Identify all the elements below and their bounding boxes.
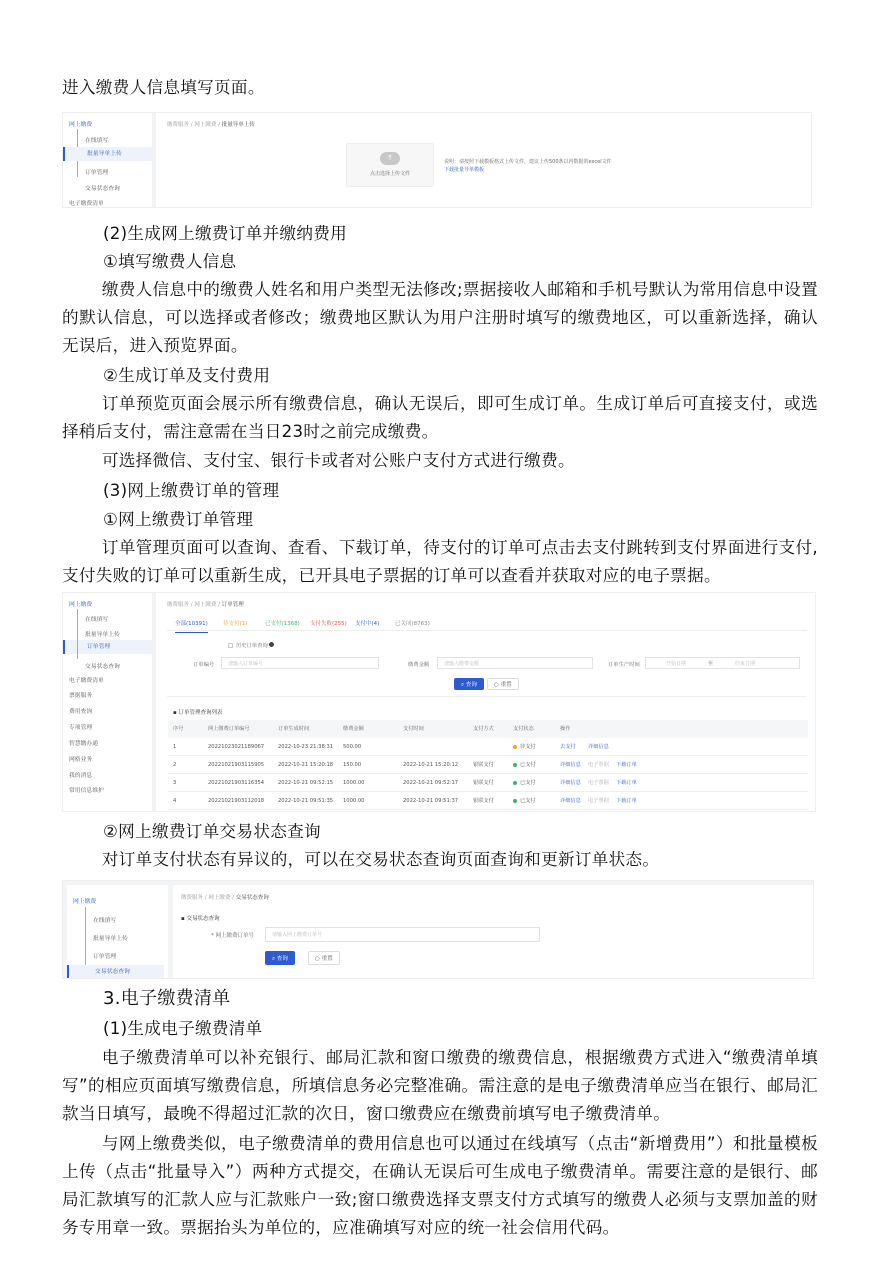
cell-no: 1 [173, 744, 177, 750]
order-no-input[interactable]: 请输入订单编号 [221, 657, 379, 669]
time-label: 订单生产时间 [608, 662, 640, 668]
cell-no: 4 [173, 798, 177, 804]
tab[interactable]: 支付失败(255) [310, 621, 347, 627]
order-no-input[interactable]: 请输入网上缴费订单号 [265, 927, 540, 942]
upload-box[interactable] [346, 143, 434, 187]
cell-status: 已支付 [513, 756, 536, 774]
subsection-heading: ①网上缴费订单管理 [103, 510, 254, 529]
paragraph: 可选择微信、支付宝、银行卡或者对公账户支付方式进行缴费。 [101, 451, 575, 470]
table-row [168, 756, 808, 774]
breadcrumb: 缴费服务 / 网上缴费 / 交易状态查询 [181, 895, 269, 901]
cell-id: 20221021903115905 [208, 762, 265, 768]
cell-created: 2022-10-21 15:20:18 [278, 762, 334, 768]
sidebar-item[interactable]: 我的消息 [69, 773, 93, 779]
row-action-link[interactable]: 去支付 [560, 744, 576, 750]
column-header: 支付方式 [473, 726, 494, 732]
sidebar-item-trade-status[interactable]: 交易状态查询 [67, 965, 164, 979]
status-dot-icon [513, 763, 517, 767]
cell-status: 已支付 [513, 792, 536, 810]
reset-button[interactable]: ○ 重置 [308, 951, 340, 965]
query-button[interactable]: ⌕ 查询 [454, 678, 484, 690]
row-action-link[interactable]: 下载订单 [616, 780, 637, 786]
sidebar-item[interactable]: 订单管理 [63, 640, 152, 654]
paragraph: 与网上缴费类似，电子缴费清单的费用信息也可以通过在线填写（点击“新增费用”）和批量模板上传（点击“批量导入”）两种方式提交，在确认无误后可生成电子缴费清单。需要注意的是银行、邮局汇款填写的汇款人应与汇款账户一致;窗口缴费选择支票支付方式填写的缴费人必须与支票加盖的财务专用章一致。票据抬头为单位的，应准确填写对应的统一社会信用代码。 [62, 1134, 818, 1237]
sidebar-item[interactable]: 交易状态查询 [85, 664, 120, 670]
sidebar-item-online-fill[interactable]: 在线填写 [85, 138, 109, 144]
cell-paid: 2022-10-21 09:52:17 [403, 780, 459, 786]
sidebar-item[interactable]: 批量导单上传 [85, 632, 120, 638]
order-no-label: 订单编号 [193, 662, 215, 668]
column-header: 缴费金额 [343, 726, 364, 732]
table-row [168, 774, 808, 792]
tab[interactable]: 已支付(1368) [265, 621, 300, 627]
status-tabs [167, 615, 807, 631]
cell-id: 20221021903116354 [208, 780, 265, 786]
section-heading: (1)生成电子缴费清单 [103, 1019, 263, 1038]
query-button[interactable]: ⌕ 查询 [265, 951, 295, 965]
upload-hint: 说明：请按照下载模板格式上传文件，建议上传500条以内数据的excel文件 [444, 159, 612, 165]
column-header: 网上缴费订单编号 [208, 726, 250, 732]
sidebar-item[interactable]: 网上缴费 [69, 602, 93, 608]
sidebar-item-order-manage[interactable]: 订单管理 [93, 954, 117, 960]
sidebar-item[interactable]: 电子缴费清单 [69, 678, 104, 684]
table-header [168, 720, 808, 738]
row-action-link[interactable]: 下载订单 [616, 762, 637, 768]
paragraph: 订单预览页面会展示所有缴费信息，确认无误后，即可生成订单。生成订单后可直接支付，或选择稍后支付，需注意需在当日23时之前完成缴费。 [62, 394, 818, 441]
upload-label: 点击选择上传文件 [369, 171, 410, 177]
row-action-link[interactable]: 下载订单 [616, 798, 637, 804]
paragraph: 订单管理页面可以查询、查看、下载订单，待支付的订单可点击去支付跳转到支付界面进行支付,支付失败的订单可以重新生成，已开具电子票据的订单可以查看并获取对应的电子票据。 [62, 538, 818, 585]
sidebar-item-batch-upload[interactable]: 批量导单上传 [63, 147, 152, 161]
row-action-link[interactable]: 详细信息 [560, 762, 581, 768]
order-management-screenshot [62, 592, 816, 812]
section-heading: (2)生成网上缴费订单并缴纳费用 [103, 224, 348, 243]
chapter-heading: 3.电子缴费清单 [103, 988, 231, 1009]
cell-id: 20221021903112018 [208, 798, 265, 804]
sidebar-item-batch-upload[interactable]: 批量导单上传 [93, 936, 128, 942]
breadcrumb: 缴费服务 / 网上缴费 / 订单管理 [167, 602, 244, 608]
cloud-upload-icon: ↑ [380, 152, 400, 165]
batch-upload-screenshot [62, 112, 812, 208]
section-heading: (3)网上缴费订单的管理 [103, 481, 280, 500]
row-action-link[interactable]: 电子票据 [588, 798, 609, 804]
subsection-heading: ②生成订单及支付费用 [103, 366, 271, 385]
cell-status: 已支付 [513, 774, 536, 792]
cell-no: 2 [173, 762, 177, 768]
cell-paid: 2022-10-21 15:20:12 [403, 762, 459, 768]
sidebar-item-online-fill[interactable]: 在线填写 [93, 918, 117, 924]
tab[interactable]: 已关闭(8763) [395, 621, 430, 627]
cell-paid: 2022-10-21 09:51:37 [403, 798, 459, 804]
cell-amount: 500.00 [343, 744, 362, 750]
amount-input[interactable]: 请输入缴费金额 [437, 657, 593, 669]
table-row [168, 792, 808, 810]
column-header: 支付状态 [513, 726, 534, 732]
row-action-link[interactable]: 详细信息 [560, 798, 581, 804]
row-action-link[interactable]: 详细信息 [588, 744, 609, 750]
paragraph: 电子缴费清单可以补充银行、邮局汇款和窗口缴费的缴费信息，根据缴费方式进入“缴费清单填写”的相应页面填写缴费信息，所填信息务必完整准确。需注意的是电子缴费清单应当在银行、邮局汇款当日填写，最晚不得超过汇款的次日，窗口缴费应在缴费前填写电子缴费清单。 [62, 1048, 818, 1123]
list-section-title: ▪ 订单管理查询列表 [173, 710, 223, 716]
trade-status-screenshot [62, 880, 814, 979]
cell-amount: 1000.00 [343, 780, 365, 786]
column-header: 支付时间 [403, 726, 424, 732]
status-dot-icon [513, 781, 517, 785]
cell-id: 20221023021189067 [208, 744, 265, 750]
column-header: 序号 [173, 726, 184, 732]
sidebar-item[interactable]: 在线填写 [85, 617, 109, 623]
cell-created: 2022-10-21 09:52:15 [278, 780, 334, 786]
date-range-input[interactable]: 开始日期 至 结束日期 [645, 657, 800, 669]
status-dot-icon [513, 745, 517, 749]
sidebar-item[interactable]: 票据服务 [69, 693, 93, 699]
row-action-link[interactable]: 详细信息 [560, 780, 581, 786]
sidebar [63, 113, 156, 207]
breadcrumb: 缴费服务 / 网上缴费 / 批量导单上传 [167, 122, 255, 128]
subsection-heading: ②网上缴费订单交易状态查询 [103, 822, 321, 841]
sidebar [67, 885, 168, 979]
download-template-link[interactable]: 下载批量导单模板 [444, 167, 485, 173]
help-icon [269, 642, 274, 647]
cell-amount: 1000.00 [343, 798, 365, 804]
amount-label: 缴费金额 [408, 662, 430, 668]
sidebar-item[interactable]: 费用查询 [69, 709, 93, 715]
paragraph: 对订单支付状态有异议的，可以在交易状态查询页面查询和更新订单状态。 [101, 850, 660, 869]
status-dot-icon [513, 799, 517, 803]
sidebar-item[interactable]: 常用信息维护 [69, 788, 104, 794]
row-action-link[interactable]: 电子票据 [588, 762, 609, 768]
column-header: 操作 [560, 726, 571, 732]
section-title: ▪ 交易状态查询 [181, 916, 220, 922]
sidebar-item-order-manage[interactable]: 订单管理 [85, 170, 109, 176]
table-row [168, 738, 808, 756]
paragraph: 进入缴费人信息填写页面。 [62, 78, 265, 97]
sidebar-item[interactable]: 智慧缴办通 [69, 741, 98, 747]
cell-method: 银联支付 [473, 798, 494, 804]
subsection-heading: ①填写缴费人信息 [103, 252, 237, 271]
tab[interactable]: 待支付(1) [223, 621, 248, 627]
sidebar-item-e-list[interactable]: 电子缴费清单 [69, 201, 104, 207]
sidebar-item[interactable]: 网格业务 [69, 757, 93, 763]
row-action-link[interactable]: 电子票据 [588, 780, 609, 786]
column-header: 订单生成时间 [278, 726, 310, 732]
tab[interactable]: 全部(10391) [175, 619, 208, 633]
sidebar-item-online-pay[interactable]: 网上缴费 [73, 899, 97, 905]
paragraph: 缴费人信息中的缴费人姓名和用户类型无法修改;票据接收人邮箱和手机号默认为常用信息中设置的默认信息，可以选择或者修改；缴费地区默认为用户注册时填写的缴费地区，可以重新选择，确认无误后，进入预览界面。 [62, 280, 818, 355]
cell-no: 3 [173, 780, 177, 786]
cell-created: 2022-10-21 09:51:35 [278, 798, 334, 804]
sidebar-item[interactable]: 专项管理 [69, 725, 93, 731]
order-no-label: * 网上缴费订单号 [211, 933, 254, 939]
sidebar-item-trade-status[interactable]: 交易状态查询 [85, 186, 120, 192]
cell-created: 2022-10-23 21:38:31 [278, 744, 334, 750]
history-checkbox[interactable]: 历史订单查询 [228, 641, 274, 649]
cell-amount: 150.00 [343, 762, 362, 768]
sidebar [63, 593, 156, 811]
tab[interactable]: 支付中(4) [355, 621, 380, 627]
cell-status: 待支付 [513, 738, 536, 756]
cell-method: 银联支付 [473, 762, 494, 768]
sidebar-item-online-pay[interactable]: 网上缴费 [69, 122, 93, 128]
reset-button[interactable]: ○ 重置 [487, 678, 519, 690]
cell-method: 银联支付 [473, 780, 494, 786]
